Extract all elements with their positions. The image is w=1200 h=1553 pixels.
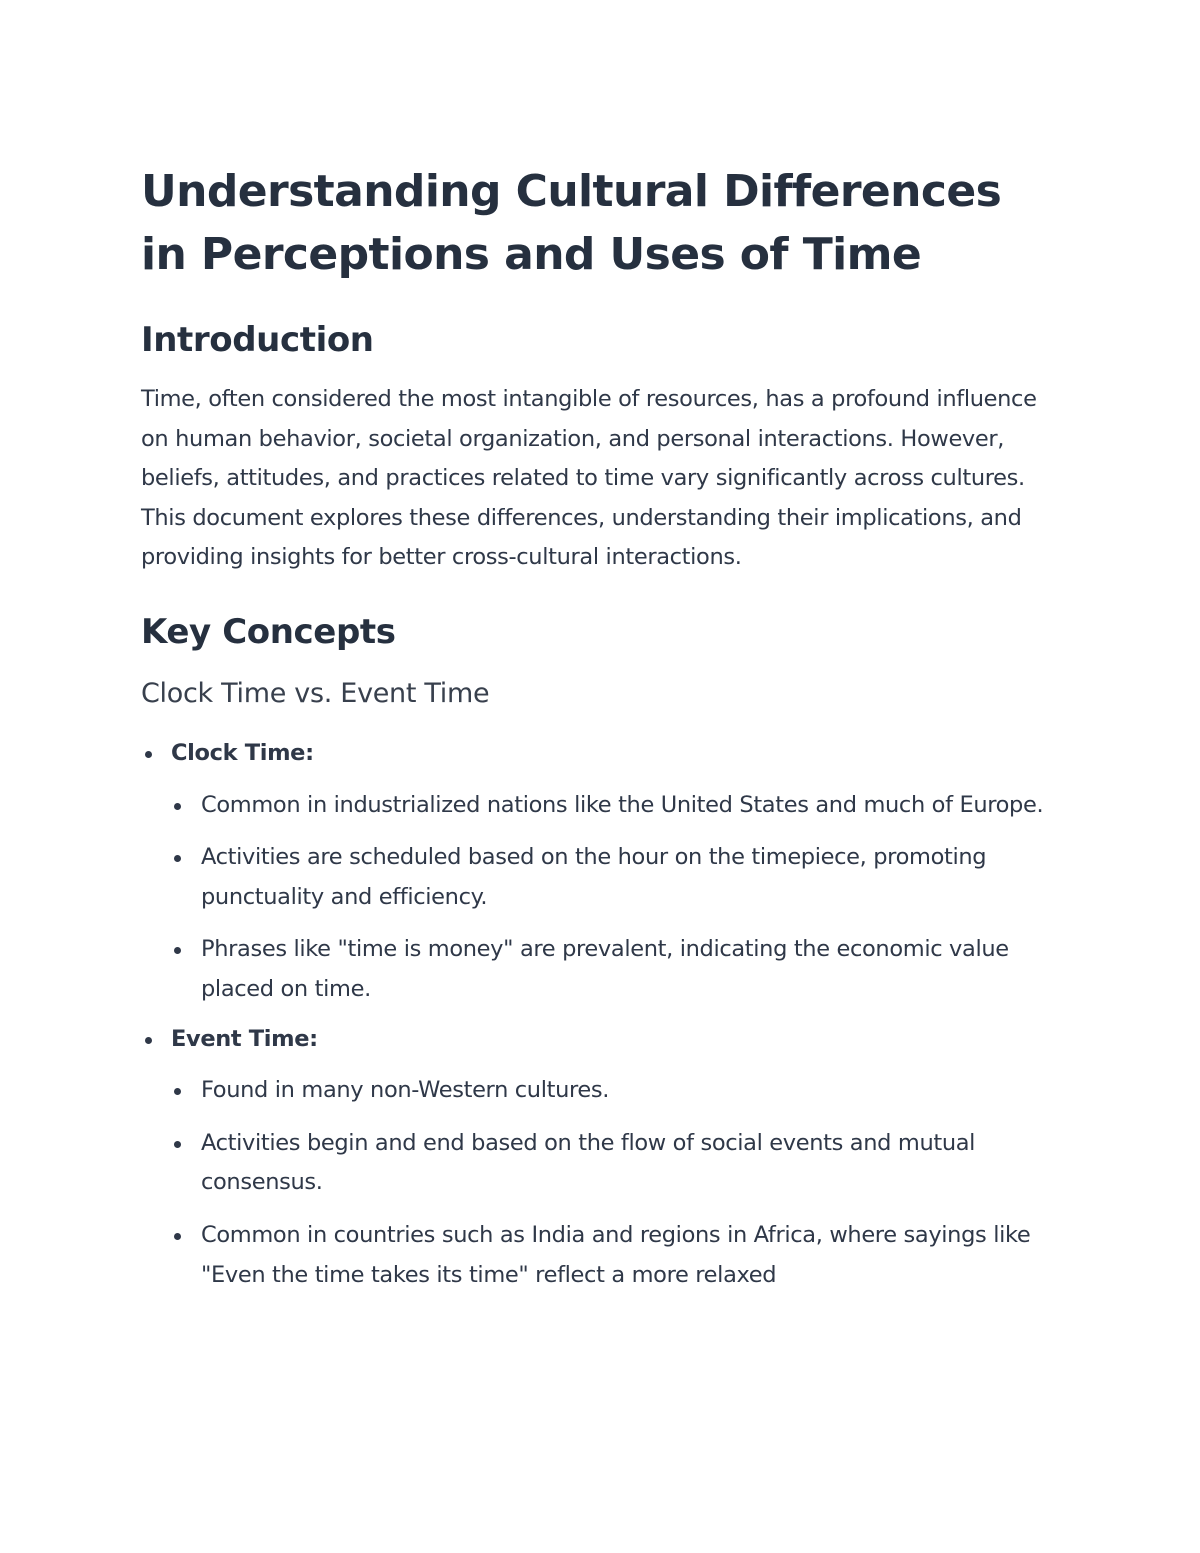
list-item xyxy=(171,786,1061,826)
bullet-icon xyxy=(174,1088,181,1095)
subsection-heading-clock-vs-event: Clock Time vs. Event Time xyxy=(141,677,490,709)
bullet-icon xyxy=(145,1037,152,1044)
section-heading-introduction: Introduction xyxy=(141,320,374,360)
concept-list xyxy=(141,734,1061,1295)
document-page xyxy=(141,160,1061,1295)
bullet-icon xyxy=(174,855,181,862)
list-item-event-time xyxy=(141,1020,1061,1296)
list-item xyxy=(171,838,1061,917)
bullet-icon xyxy=(174,803,181,810)
list-item-text: Common in industrialized nations like the United States and much of Europe. xyxy=(201,791,1044,818)
bullet-icon xyxy=(174,1141,181,1148)
list-item-label: Event Time: xyxy=(171,1025,318,1052)
section-heading-key-concepts: Key Concepts xyxy=(141,611,396,652)
list-item-text: Activities are scheduled based on the hour on the timepiece, promoting punctuality and efficiency. xyxy=(201,844,987,910)
bullet-icon xyxy=(174,947,181,954)
list-item xyxy=(171,1216,1061,1295)
list-item-text: Phrases like "time is money" are prevalent, indicating the economic value placed on time. xyxy=(201,936,1009,1002)
list-item xyxy=(171,1124,1061,1203)
list-item-text: Common in countries such as India and regions in Africa, where sayings like "Even the time takes its time" reflect a more relaxed xyxy=(201,1221,1031,1288)
document-title: Understanding Cultural Differences in Perceptions and Uses of Time xyxy=(141,166,1002,280)
sub-list xyxy=(171,786,1061,1010)
list-item xyxy=(171,930,1061,1009)
bullet-icon xyxy=(174,1233,181,1240)
list-item-label: Clock Time: xyxy=(171,739,314,766)
list-item-text: Found in many non-Western cultures. xyxy=(201,1077,610,1104)
list-item xyxy=(171,1071,1061,1111)
list-item-clock-time xyxy=(141,734,1061,1010)
bullet-icon xyxy=(145,751,152,758)
sub-list xyxy=(171,1071,1061,1295)
introduction-paragraph: Time, often considered the most intangible of resources, has a profound influence on human behavior, societal organization, and personal interactions. However, beliefs, attitudes, and practices related to time vary significantly across cultures. This document explores these differences, understanding their implications, and providing insights for better cross-cultural interactions. xyxy=(141,386,1037,571)
list-item-text: Activities begin and end based on the flow of social events and mutual consensus. xyxy=(201,1129,976,1196)
